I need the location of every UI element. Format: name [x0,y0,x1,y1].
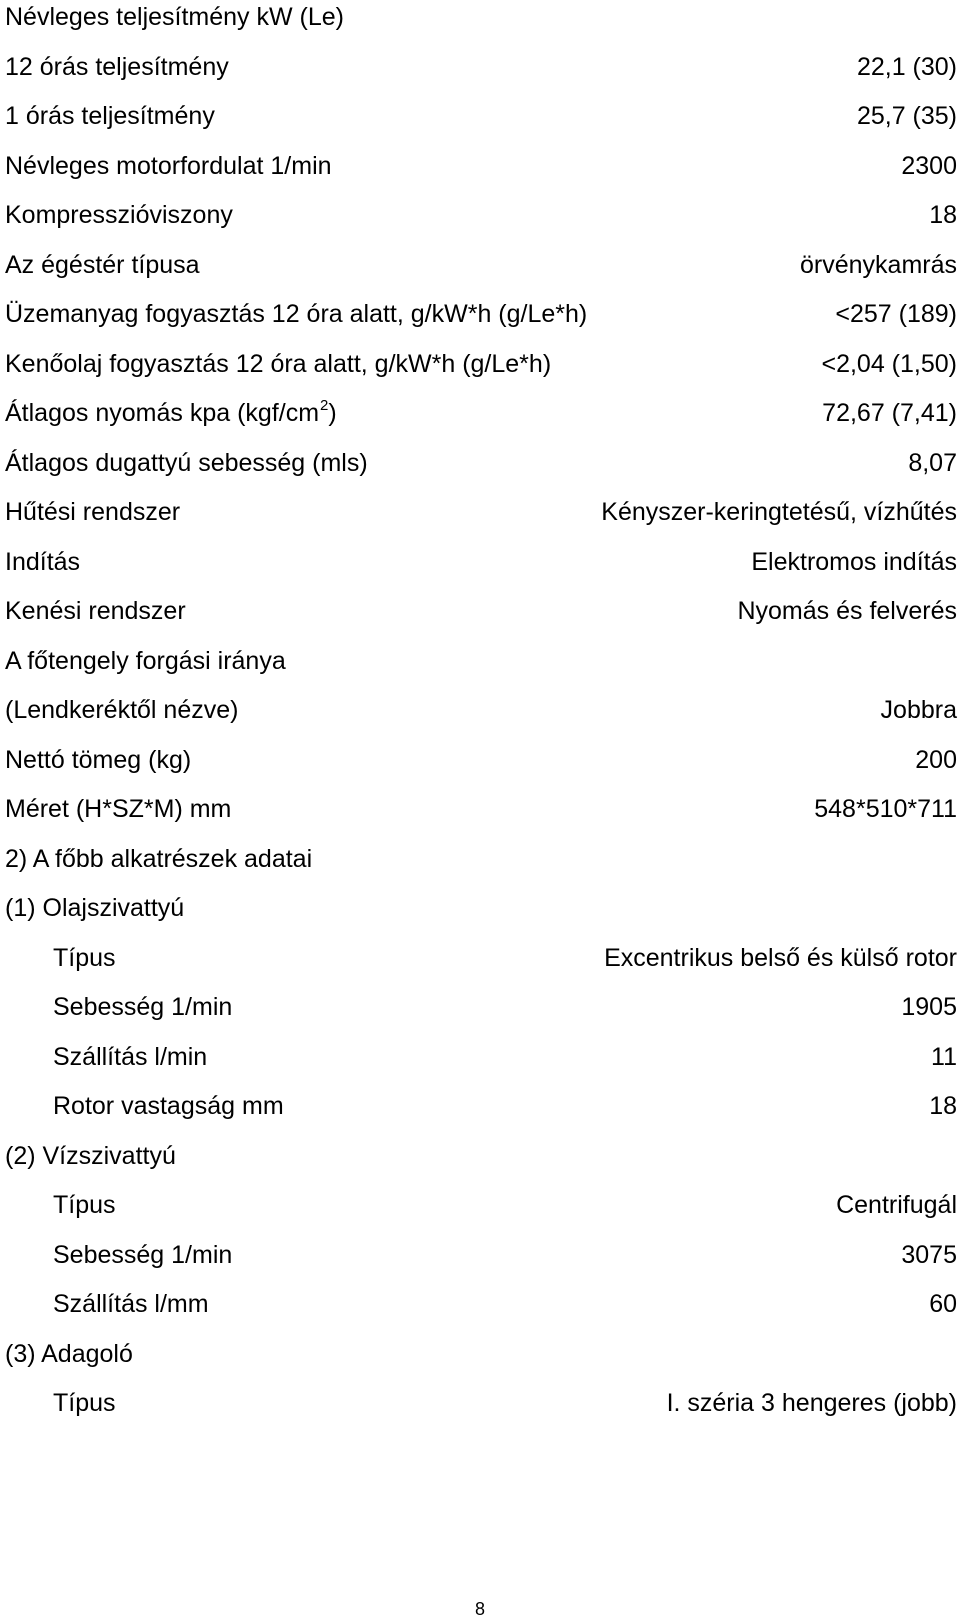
page-number: 8 [474,1599,485,1619]
spec-value: 11 [931,1043,957,1071]
spec-value: 1905 [901,993,957,1021]
subsection-heading-injection-pump [5,1338,957,1370]
spec-row-water-pump-speed [53,1239,957,1271]
spec-row-12h-power [5,51,957,83]
spec-label-text: Átlagos nyomás kpa (kgf/cm [5,399,320,427]
spec-row-lubrication [5,595,957,627]
spec-row-combustion-chamber [5,249,957,281]
spec-label: Névleges motorfordulat 1/min [5,152,332,180]
spec-row-crankshaft-rotation [5,645,957,677]
spec-label: Méret (H*SZ*M) mm [5,795,232,823]
spec-value: 18 [929,1092,957,1120]
section-heading-main-parts [5,843,957,875]
spec-row-rotor-thickness [53,1090,957,1122]
spec-label-text: ) [328,399,337,427]
spec-label: Nettó tömeg (kg) [5,746,192,774]
spec-value: Kényszer-keringtetésű, vízhűtés [601,498,957,526]
spec-label: Hűtési rendszer [5,498,181,526]
spec-row-nominal-power [5,1,957,33]
spec-label: (Lendkeréktől nézve) [5,696,239,724]
spec-label: Üzemanyag fogyasztás 12 óra alatt, g/kW*h (g/Le*h) [5,300,588,328]
spec-label: 12 órás teljesítmény [5,53,229,81]
spec-row-1h-power [5,100,957,132]
spec-label: Indítás [5,548,81,576]
spec-value: <2,04 (1,50) [821,350,957,378]
spec-label: Szállítás l/mm [53,1290,209,1318]
spec-value: 548*510*711 [814,795,957,823]
spec-label: Kenési rendszer [5,597,186,625]
spec-row-mean-pressure [5,397,957,429]
spec-value: 60 [929,1290,957,1318]
spec-value: örvénykamrás [800,251,957,279]
spec-value: 72,67 (7,41) [822,399,957,427]
spec-value: 2300 [901,152,957,180]
spec-label: Névleges teljesítmény kW (Le) [5,3,345,31]
spec-row-fuel-consumption [5,298,957,330]
spec-label: A főtengely forgási iránya [5,647,286,675]
spec-value: Centrifugál [836,1191,957,1219]
spec-label: Kompresszióviszony [5,201,233,229]
spec-label [5,397,337,433]
subsection-heading: (1) Olajszivattyú [5,894,185,922]
spec-label: Típus [53,1389,116,1417]
subsection-heading-water-pump [5,1140,957,1172]
spec-row-water-pump-delivery [53,1288,957,1320]
spec-row-flywheel-view [5,694,957,726]
subsection-heading-oil-pump [5,892,957,924]
spec-value: Excentrikus belső és külső rotor [604,944,957,972]
spec-row-net-weight [5,744,957,776]
spec-label: Átlagos dugattyú sebesség (mls) [5,449,368,477]
spec-row-water-pump-type [53,1189,957,1221]
spec-label: Típus [53,944,116,972]
spec-value: 22,1 (30) [856,53,957,81]
spec-label: 1 órás teljesítmény [5,102,215,130]
spec-row-compression-ratio [5,199,957,231]
spec-row-piston-speed [5,447,957,479]
spec-value: Jobbra [880,696,957,724]
spec-row-oil-pump-type [53,942,957,974]
spec-row-injection-pump-type [53,1387,957,1419]
section-heading: 2) A főbb alkatrészek adatai [5,845,313,873]
spec-label: Szállítás l/min [53,1043,208,1071]
spec-label: Sebesség 1/min [53,1241,233,1269]
subsection-heading: (3) Adagoló [5,1340,133,1368]
spec-label: Kenőolaj fogyasztás 12 óra alatt, g/kW*h (g/Le*h) [5,350,552,378]
superscript: 2 [320,397,329,414]
spec-value: 3075 [901,1241,957,1269]
spec-label: Az égéstér típusa [5,251,200,279]
spec-row-oil-consumption [5,348,957,380]
spec-label: Sebesség 1/min [53,993,233,1021]
spec-value: Elektromos indítás [751,548,957,576]
spec-value: 200 [915,746,957,774]
spec-row-cooling-system [5,496,957,528]
spec-row-engine-speed [5,150,957,182]
spec-value: Nyomás és felverés [737,597,957,625]
spec-value: <257 (189) [835,300,957,328]
spec-value: I. széria 3 hengeres (jobb) [666,1389,957,1417]
spec-row-oil-pump-delivery [53,1041,957,1073]
spec-label: Típus [53,1191,116,1219]
spec-row-oil-pump-speed [53,991,957,1023]
subsection-heading: (2) Vízszivattyú [5,1142,176,1170]
spec-value: 25,7 (35) [856,102,957,130]
spec-row-dimensions [5,793,957,825]
spec-row-starting [5,546,957,578]
spec-label: Rotor vastagság mm [53,1092,284,1120]
spec-value: 8,07 [908,449,957,477]
spec-value: 18 [929,201,957,229]
